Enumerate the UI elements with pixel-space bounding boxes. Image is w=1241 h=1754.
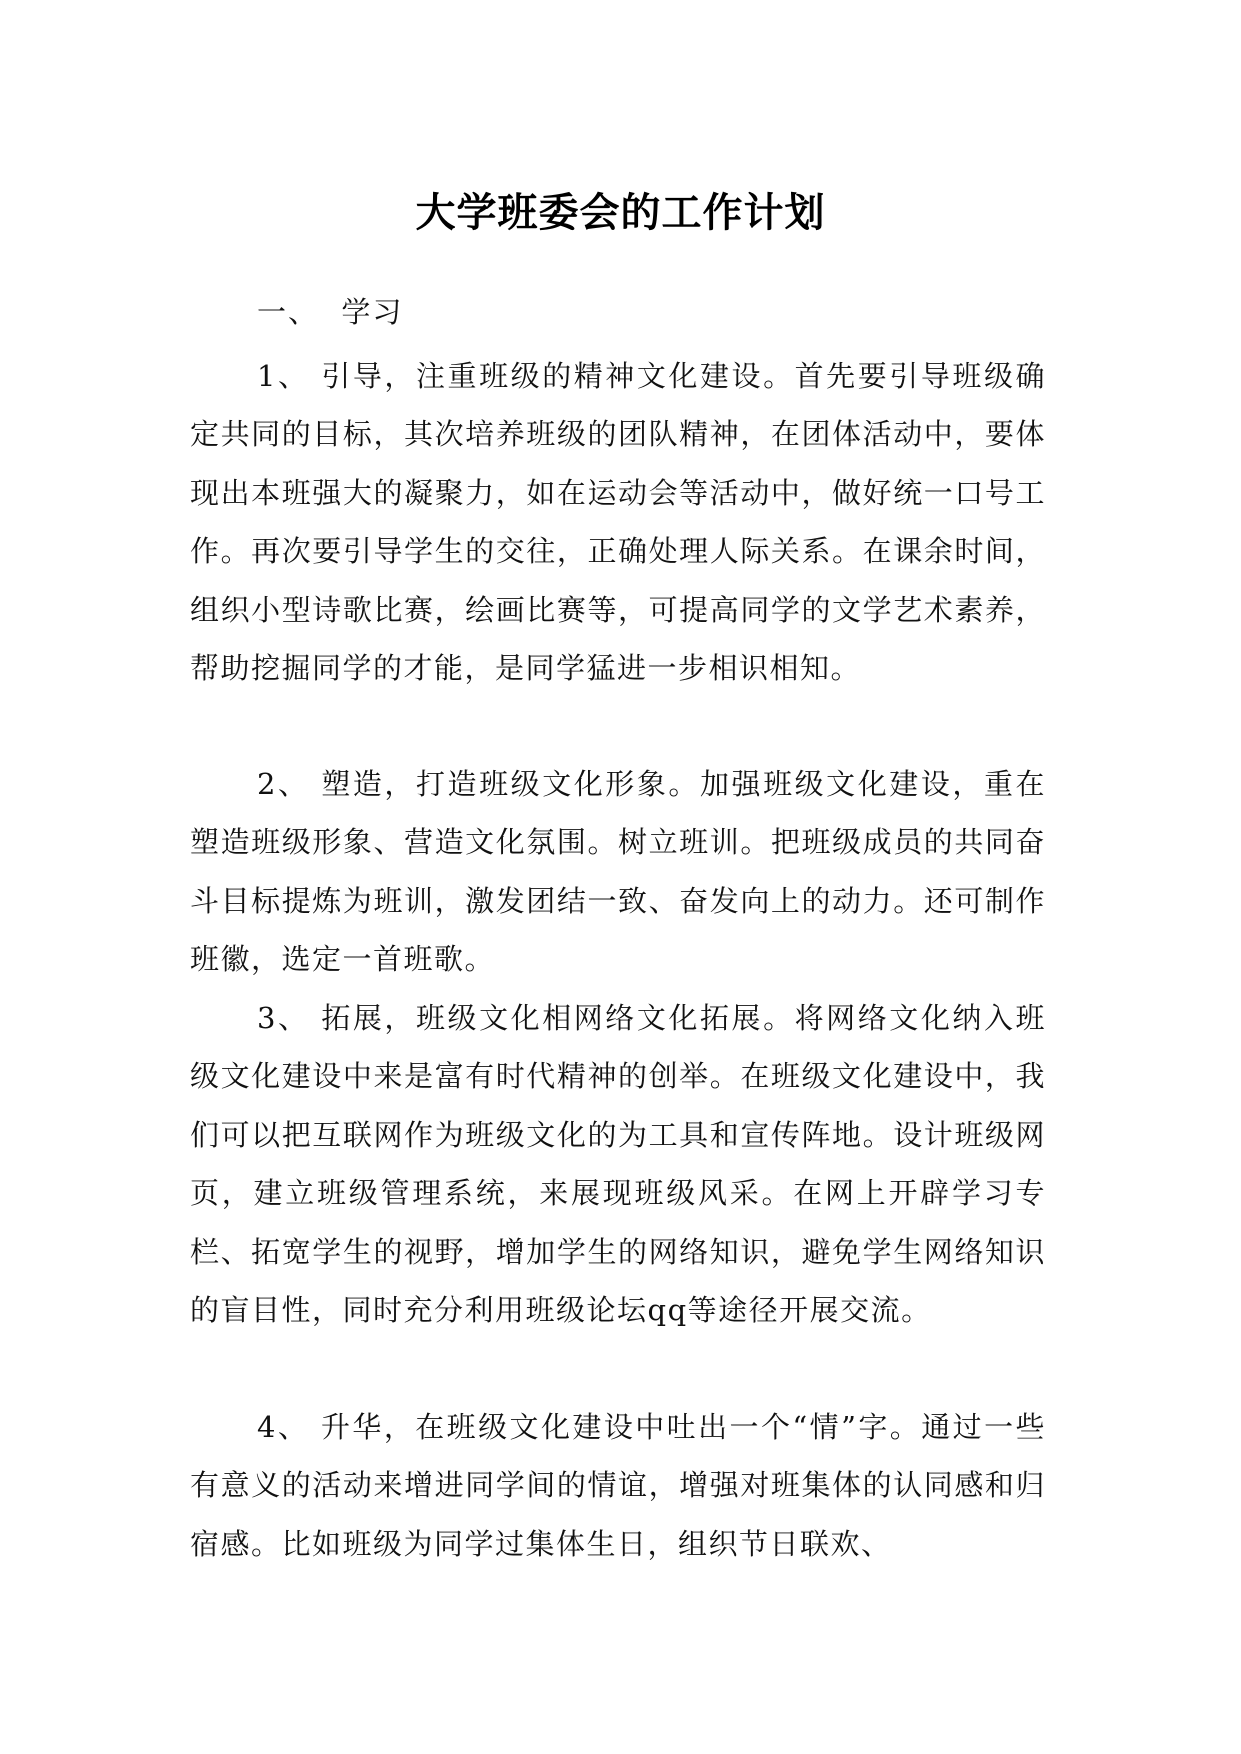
section-heading: 一、 学习 [257,295,404,329]
paragraph-4: 4、 升华，在班级文化建设中吐出一个“情”字。通过一些有意义的活动来增进同学间的情谊，增强对班集体的认同感和归宿感。比如班级为同学过集体生日，组织节日联欢、 [190,1410,1046,1561]
document-title: 大学班委会的工作计划 [415,189,826,236]
paragraph-2: 2、 塑造，打造班级文化形象。加强班级文化建设，重在塑造班级形象、营造文化氛围。树立班训。把班级成员的共同奋斗目标提炼为班训，激发团结一致、奋发向上的动力。还可制作班徽，选定一首班歌。 [190,767,1046,977]
paragraph-3: 3、 拓展，班级文化相网络文化拓展。将网络文化纳入班级文化建设中来是富有时代精神的创举。在班级文化建设中，我们可以把互联网作为班级文化的为工具和宣传阵地。设计班级网页，建立班级管理系统，来展现班级风采。在网上开辟学习专栏、拓宽学生的视野，增加学生的网络知识，避免学生网络知识的盲目性，同时充分利用班级论坛qq等途径开展交流。 [190,1001,1046,1328]
paragraph-1: 1、 引导，注重班级的精神文化建设。首先要引导班级确定共同的目标，其次培养班级的团队精神，在团体活动中，要体现出本班强大的凝聚力，如在运动会等活动中，做好统一口号工作。再次要引导学生的交往，正确处理人际关系。在课余时间，组织小型诗歌比赛，绘画比赛等，可提高同学的文学艺术素养，帮助挖掘同学的才能，是同学猛进一步相识相知。 [190,359,1046,686]
